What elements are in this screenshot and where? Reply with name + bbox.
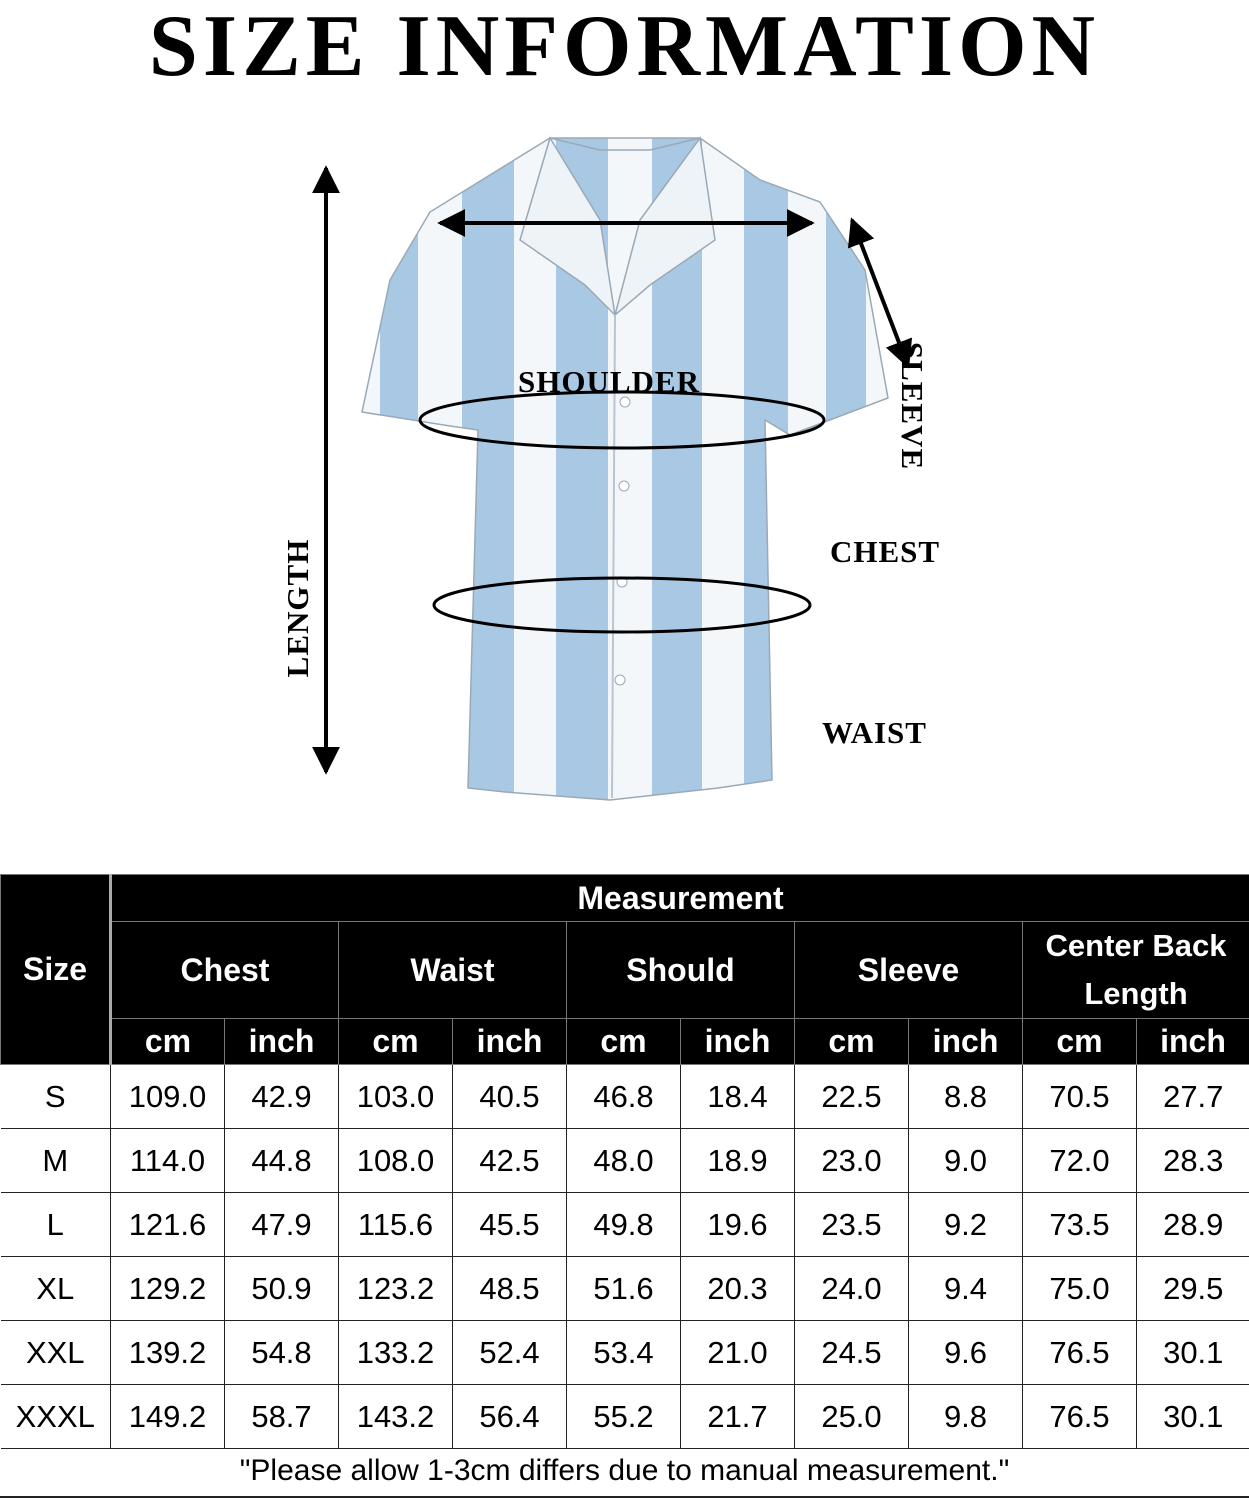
table-row xyxy=(1,1129,1249,1193)
unit-header: cm xyxy=(795,1019,909,1065)
size-cell: XXL xyxy=(1,1321,111,1385)
table-cell: 42.5 xyxy=(453,1129,567,1193)
size-cell: XXXL xyxy=(1,1385,111,1449)
table-row xyxy=(1,1385,1249,1449)
table-cell: 27.7 xyxy=(1137,1065,1249,1129)
page-title: SIZE INFORMATION xyxy=(148,0,1101,95)
shirt-body xyxy=(340,120,900,840)
table-cell: 48.0 xyxy=(567,1129,681,1193)
size-cell: L xyxy=(1,1193,111,1257)
table-cell: 25.0 xyxy=(795,1385,909,1449)
table-cell: 123.2 xyxy=(339,1257,453,1321)
table-cell: 42.9 xyxy=(225,1065,339,1129)
table-cell: 24.5 xyxy=(795,1321,909,1385)
table-cell: 75.0 xyxy=(1023,1257,1137,1321)
table-cell: 30.1 xyxy=(1137,1321,1249,1385)
table-cell: 133.2 xyxy=(339,1321,453,1385)
table-cell: 52.4 xyxy=(453,1321,567,1385)
table-cell: 50.9 xyxy=(225,1257,339,1321)
length-label: LENGTH xyxy=(280,538,315,678)
size-cell: M xyxy=(1,1129,111,1193)
table-cell: 29.5 xyxy=(1137,1257,1249,1321)
center-back-length-column-header: Center Back Length xyxy=(1023,922,1249,1019)
table-cell: 139.2 xyxy=(111,1321,225,1385)
unit-header: cm xyxy=(1023,1019,1137,1065)
chest-label: CHEST xyxy=(830,534,941,569)
table-cell: 46.8 xyxy=(567,1065,681,1129)
table-cell: 30.1 xyxy=(1137,1385,1249,1449)
table-row xyxy=(1,1065,1249,1129)
table-cell: 9.8 xyxy=(909,1385,1023,1449)
size-cell: XL xyxy=(1,1257,111,1321)
table-cell: 56.4 xyxy=(453,1385,567,1449)
unit-header: inch xyxy=(453,1019,567,1065)
size-cell: S xyxy=(1,1065,111,1129)
unit-header: cm xyxy=(339,1019,453,1065)
table-cell: 73.5 xyxy=(1023,1193,1137,1257)
table-cell: 121.6 xyxy=(111,1193,225,1257)
table-cell: 21.0 xyxy=(681,1321,795,1385)
waist-column-header: Waist xyxy=(339,922,567,1019)
unit-header: cm xyxy=(111,1019,225,1065)
table-cell: 76.5 xyxy=(1023,1321,1137,1385)
table-cell: 143.2 xyxy=(339,1385,453,1449)
sleeve-column-header: Sleeve xyxy=(795,922,1023,1019)
table-cell: 115.6 xyxy=(339,1193,453,1257)
table-cell: 48.5 xyxy=(453,1257,567,1321)
table-cell: 9.0 xyxy=(909,1129,1023,1193)
table-cell: 23.5 xyxy=(795,1193,909,1257)
table-cell: 21.7 xyxy=(681,1385,795,1449)
unit-header: inch xyxy=(1137,1019,1249,1065)
table-cell: 9.4 xyxy=(909,1257,1023,1321)
table-cell: 47.9 xyxy=(225,1193,339,1257)
table-cell: 149.2 xyxy=(111,1385,225,1449)
table-cell: 24.0 xyxy=(795,1257,909,1321)
shirt-measurement-diagram xyxy=(0,120,1249,840)
table-cell: 18.9 xyxy=(681,1129,795,1193)
shoulder-column-header: Should xyxy=(567,922,795,1019)
table-row xyxy=(1,1321,1249,1385)
table-cell: 20.3 xyxy=(681,1257,795,1321)
unit-header: inch xyxy=(909,1019,1023,1065)
waist-label: WAIST xyxy=(822,715,927,750)
table-cell: 9.2 xyxy=(909,1193,1023,1257)
unit-header: inch xyxy=(225,1019,339,1065)
table-cell: 19.6 xyxy=(681,1193,795,1257)
size-chart-table xyxy=(0,874,1249,1449)
table-cell: 40.5 xyxy=(453,1065,567,1129)
measurement-note: "Please allow 1-3cm differs due to manual measurement." xyxy=(239,1454,1010,1487)
measurement-header: Measurement xyxy=(111,875,1249,922)
unit-header: inch xyxy=(681,1019,795,1065)
shoulder-label: SHOULDER xyxy=(518,364,700,399)
table-row xyxy=(1,1257,1249,1321)
table-cell: 70.5 xyxy=(1023,1065,1137,1129)
bottom-divider xyxy=(0,1496,1249,1498)
table-cell: 108.0 xyxy=(339,1129,453,1193)
table-cell: 58.7 xyxy=(225,1385,339,1449)
table-cell: 18.4 xyxy=(681,1065,795,1129)
table-cell: 72.0 xyxy=(1023,1129,1137,1193)
table-cell: 8.8 xyxy=(909,1065,1023,1129)
table-cell: 53.4 xyxy=(567,1321,681,1385)
sleeve-label: SLEEVE xyxy=(895,341,930,471)
unit-header: cm xyxy=(567,1019,681,1065)
table-cell: 114.0 xyxy=(111,1129,225,1193)
table-cell: 49.8 xyxy=(567,1193,681,1257)
table-cell: 129.2 xyxy=(111,1257,225,1321)
table-row xyxy=(1,1193,1249,1257)
table-cell: 54.8 xyxy=(225,1321,339,1385)
shirt-illustration xyxy=(0,120,1249,840)
table-cell: 28.3 xyxy=(1137,1129,1249,1193)
size-column-header: Size xyxy=(1,875,111,1065)
table-cell: 22.5 xyxy=(795,1065,909,1129)
table-cell: 45.5 xyxy=(453,1193,567,1257)
table-cell: 44.8 xyxy=(225,1129,339,1193)
table-cell: 103.0 xyxy=(339,1065,453,1129)
table-cell: 51.6 xyxy=(567,1257,681,1321)
table-cell: 9.6 xyxy=(909,1321,1023,1385)
table-cell: 55.2 xyxy=(567,1385,681,1449)
table-cell: 76.5 xyxy=(1023,1385,1137,1449)
chest-column-header: Chest xyxy=(111,922,339,1019)
table-cell: 23.0 xyxy=(795,1129,909,1193)
table-cell: 28.9 xyxy=(1137,1193,1249,1257)
table-cell: 109.0 xyxy=(111,1065,225,1129)
